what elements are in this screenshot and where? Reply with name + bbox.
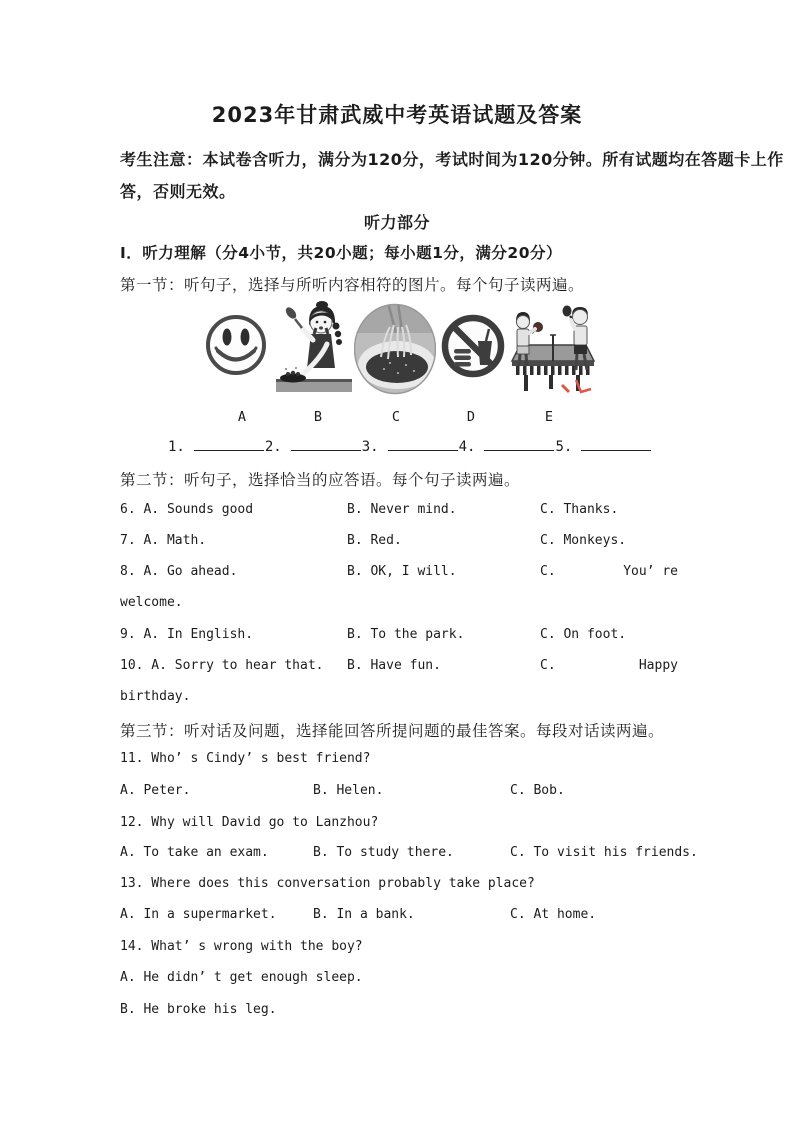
q11-option-b: B. Helen. bbox=[313, 783, 384, 798]
question-13-options bbox=[120, 907, 686, 927]
question-8-row bbox=[120, 564, 686, 584]
q6-option-b: B. Never mind. bbox=[347, 502, 457, 517]
answer-blank-1: 1. bbox=[168, 436, 265, 455]
q11-option-a: A. Peter. bbox=[120, 783, 191, 798]
image-label-b: B bbox=[313, 409, 323, 425]
image-label-c: C bbox=[391, 409, 401, 425]
children-playing-table-tennis-image bbox=[504, 297, 601, 396]
image-label-a: A bbox=[237, 409, 247, 425]
question-10-continuation bbox=[120, 689, 686, 709]
exam-notice-line-2: 答，否则无效。 bbox=[120, 182, 236, 201]
question-12-options bbox=[120, 845, 698, 865]
question-10-row bbox=[120, 658, 686, 678]
question-6-row bbox=[120, 502, 686, 522]
answer-blank-3: 3. bbox=[362, 436, 459, 455]
question-8-continuation bbox=[120, 595, 686, 615]
q13-option-c: C. At home. bbox=[510, 907, 597, 922]
q13-option-b: B. In a bank. bbox=[313, 907, 415, 922]
blank-line-4 bbox=[484, 436, 554, 451]
no-food-or-drink-sign-image bbox=[439, 306, 507, 386]
question-9-row bbox=[120, 627, 686, 647]
exam-notice-line-1: 考生注意：本试卷含听力，满分为120分，考试时间为120分钟。所有试题均在答题卡上作 bbox=[120, 150, 784, 169]
q12-option-c: C. To visit his friends. bbox=[510, 845, 698, 860]
section-1-heading: Ⅰ．听力理解（分4小节，共20小题；每小题1分，满分20分） bbox=[120, 244, 562, 262]
question-14-text: 14. What’ s wrong with the boy? bbox=[120, 939, 363, 954]
question-14-option-b: B. He broke his leg. bbox=[120, 1002, 277, 1017]
blank-line-1 bbox=[194, 436, 264, 451]
listening-part-heading: 听力部分 bbox=[363, 213, 430, 232]
bowl-of-noodles-image bbox=[354, 303, 436, 395]
image-label-e: E bbox=[544, 409, 554, 425]
part1-instruction: 第一节：听句子，选择与所听内容相符的图片。每个句子读两遍。 bbox=[120, 276, 585, 294]
q8-option-c-continuation: welcome. bbox=[120, 595, 183, 610]
girl-cooking-image bbox=[276, 298, 352, 392]
part2-instruction: 第二节：听句子，选择恰当的应答语。每个句子读两遍。 bbox=[120, 471, 521, 489]
q11-option-c: C. Bob. bbox=[510, 783, 565, 798]
question-7-row bbox=[120, 533, 686, 553]
question-14-option-a: A. He didn’ t get enough sleep. bbox=[120, 970, 363, 985]
page-title: 2023年甘肃武威中考英语试题及答案 bbox=[211, 103, 583, 127]
q8-option-c-label: C. bbox=[540, 564, 556, 579]
blank-line-5 bbox=[581, 436, 651, 451]
q13-option-a: A. In a supermarket. bbox=[120, 907, 277, 922]
q10-option-a: 10. A. Sorry to hear that. bbox=[120, 658, 324, 673]
q8-option-b: B. OK, I will. bbox=[347, 564, 457, 579]
q12-option-b: B. To study there. bbox=[313, 845, 454, 860]
q7-option-b: B. Red. bbox=[347, 533, 402, 548]
question-13-text: 13. Where does this conversation probably take place? bbox=[120, 876, 535, 891]
q10-option-b: B. Have fun. bbox=[347, 658, 441, 673]
answer-blanks-row bbox=[168, 436, 688, 458]
q8-option-a: 8. A. Go ahead. bbox=[120, 564, 238, 579]
blank-line-2 bbox=[291, 436, 361, 451]
question-12-text: 12. Why will David go to Lanzhou? bbox=[120, 815, 379, 830]
q10-option-c-label: C. bbox=[540, 658, 556, 673]
q7-option-c: C. Monkeys. bbox=[540, 533, 627, 548]
answer-blank-4: 4. bbox=[459, 436, 556, 455]
q10-option-c-wrapped-word: Happy bbox=[638, 658, 678, 673]
q10-option-c-continuation: birthday. bbox=[120, 689, 191, 704]
q9-option-a: 9. A. In English. bbox=[120, 627, 254, 642]
answer-blank-5: 5. bbox=[555, 436, 652, 455]
image-label-d: D bbox=[466, 409, 476, 425]
q12-option-a: A. To take an exam. bbox=[120, 845, 269, 860]
smiley-face-image bbox=[204, 311, 268, 379]
question-11-text: 11. Who’ s Cindy’ s best friend? bbox=[120, 751, 371, 766]
q7-option-a: 7. A. Math. bbox=[120, 533, 207, 548]
q9-option-b: B. To the park. bbox=[347, 627, 465, 642]
q8-option-c-wrapped-word: You’ re bbox=[623, 564, 678, 579]
blank-line-3 bbox=[388, 436, 458, 451]
q6-option-c: C. Thanks. bbox=[540, 502, 619, 517]
question-11-options bbox=[120, 783, 686, 803]
answer-blank-2: 2. bbox=[265, 436, 362, 455]
part3-instruction: 第三节：听对话及问题，选择能回答所提问题的最佳答案。每段对话读两遍。 bbox=[120, 722, 665, 740]
q6-option-a: 6. A. Sounds good bbox=[120, 502, 254, 517]
q9-option-c: C. On foot. bbox=[540, 627, 627, 642]
